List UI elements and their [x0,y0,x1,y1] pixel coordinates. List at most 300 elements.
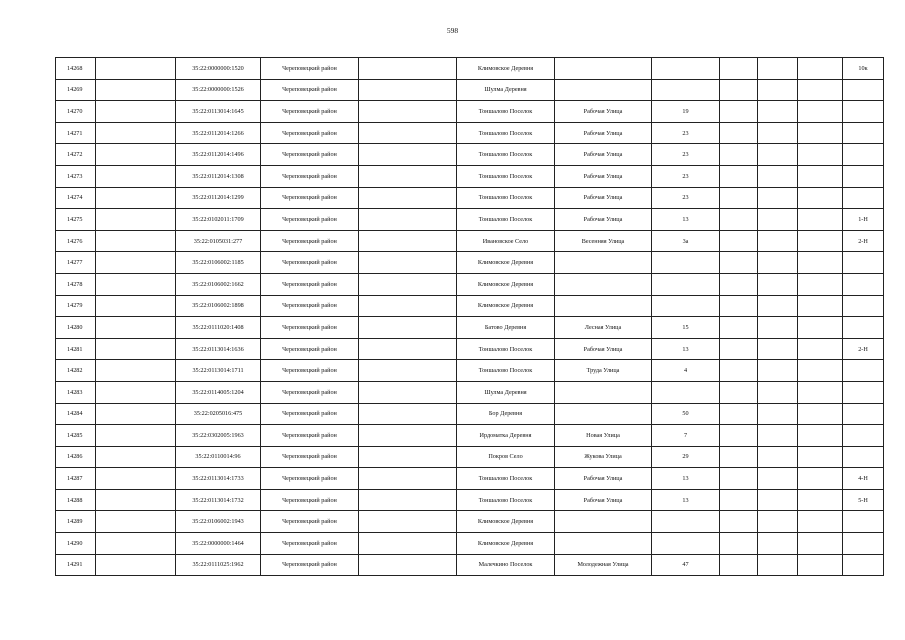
district-cell: Череповецкий район [261,79,359,101]
empty-cell [798,273,843,295]
empty-cell [720,468,758,490]
cadastral-number-cell: 35:22:0205016:475 [176,403,261,425]
empty-cell [798,533,843,555]
house-number-cell: 47 [652,554,720,576]
table-row [56,58,884,80]
empty-cell [96,101,176,123]
house-number-cell: 3а [652,230,720,252]
empty-cell [758,381,798,403]
row-number-cell: 14288 [56,489,96,511]
street-cell: Рабочая Улица [555,101,652,123]
empty-cell [359,209,457,231]
house-number-cell: 23 [652,122,720,144]
house-number-cell [652,79,720,101]
empty-cell [720,338,758,360]
district-cell: Череповецкий район [261,209,359,231]
empty-cell [798,58,843,80]
street-cell [555,511,652,533]
table-row [56,403,884,425]
empty-cell [758,209,798,231]
empty-cell [96,209,176,231]
empty-cell [359,79,457,101]
empty-cell [720,122,758,144]
empty-cell [359,295,457,317]
cadastral-number-cell: 35:22:0113014:1645 [176,101,261,123]
row-number-cell: 14281 [56,338,96,360]
empty-cell [758,230,798,252]
cadastral-number-cell: 35:22:0000000:1526 [176,79,261,101]
cadastral-number-cell: 35:22:0106002:1943 [176,511,261,533]
empty-cell [798,381,843,403]
house-number-cell [652,511,720,533]
page-number: 598 [446,26,459,35]
table-row [56,187,884,209]
premises-cell [843,403,884,425]
row-number-cell: 14286 [56,446,96,468]
empty-cell [96,252,176,274]
row-number-cell: 14275 [56,209,96,231]
row-number-cell: 14278 [56,273,96,295]
table-row [56,79,884,101]
row-number-cell: 14273 [56,165,96,187]
district-cell: Череповецкий район [261,58,359,80]
empty-cell [720,165,758,187]
row-number-cell: 14276 [56,230,96,252]
empty-cell [720,144,758,166]
empty-cell [359,403,457,425]
empty-cell [758,403,798,425]
table-row [56,511,884,533]
premises-cell: 1-Н [843,209,884,231]
empty-cell [96,79,176,101]
street-cell: Рабочая Улица [555,209,652,231]
premises-cell [843,252,884,274]
premises-cell [843,446,884,468]
premises-cell: 2-Н [843,338,884,360]
empty-cell [758,425,798,447]
empty-cell [96,165,176,187]
empty-cell [758,144,798,166]
empty-cell [798,252,843,274]
row-number-cell: 14279 [56,295,96,317]
row-number-cell: 14291 [56,554,96,576]
empty-cell [720,360,758,382]
empty-cell [96,403,176,425]
row-number-cell: 14287 [56,468,96,490]
house-number-cell: 15 [652,317,720,339]
district-cell: Череповецкий район [261,489,359,511]
settlement-cell: Тоншалово Поселок [457,122,555,144]
empty-cell [359,468,457,490]
empty-cell [359,489,457,511]
cadastral-number-cell: 35:22:0113014:1732 [176,489,261,511]
settlement-cell: Тоншалово Поселок [457,209,555,231]
district-cell: Череповецкий район [261,381,359,403]
house-number-cell: 13 [652,468,720,490]
empty-cell [359,101,457,123]
district-cell: Череповецкий район [261,338,359,360]
house-number-cell [652,295,720,317]
row-number-cell: 14282 [56,360,96,382]
empty-cell [96,381,176,403]
empty-cell [798,360,843,382]
empty-cell [720,101,758,123]
cadastral-number-cell: 35:22:0102011:1709 [176,209,261,231]
settlement-cell: Шулма Деревня [457,381,555,403]
district-cell: Череповецкий район [261,425,359,447]
house-number-cell: 13 [652,489,720,511]
street-cell: Лесная Улица [555,317,652,339]
premises-cell: 5-Н [843,489,884,511]
empty-cell [96,122,176,144]
empty-cell [758,252,798,274]
table-row [56,360,884,382]
street-cell: Рабочая Улица [555,187,652,209]
table-row [56,381,884,403]
district-cell: Череповецкий район [261,165,359,187]
settlement-cell: Шулма Деревня [457,79,555,101]
row-number-cell: 14280 [56,317,96,339]
empty-cell [96,144,176,166]
cadastral-number-cell: 35:22:0000000:1520 [176,58,261,80]
table-row [56,165,884,187]
row-number-cell: 14277 [56,252,96,274]
empty-cell [96,511,176,533]
row-number-cell: 14284 [56,403,96,425]
row-number-cell: 14290 [56,533,96,555]
cadastral-number-cell: 35:22:0110014:96 [176,446,261,468]
settlement-cell: Климовское Деревня [457,533,555,555]
empty-cell [359,360,457,382]
empty-cell [96,317,176,339]
settlement-cell: Ивановское Село [457,230,555,252]
empty-cell [758,79,798,101]
empty-cell [720,187,758,209]
empty-cell [96,187,176,209]
empty-cell [758,468,798,490]
empty-cell [798,209,843,231]
premises-cell [843,381,884,403]
settlement-cell: Батово Деревня [457,317,555,339]
settlement-cell: Тоншалово Поселок [457,360,555,382]
row-number-cell: 14272 [56,144,96,166]
cadastral-number-cell: 35:22:0113014:1711 [176,360,261,382]
table-row [56,533,884,555]
premises-cell: 2-Н [843,230,884,252]
empty-cell [798,338,843,360]
street-cell [555,58,652,80]
house-number-cell: 23 [652,187,720,209]
house-number-cell [652,252,720,274]
empty-cell [720,317,758,339]
district-cell: Череповецкий район [261,554,359,576]
settlement-cell: Тоншалово Поселок [457,101,555,123]
table-row [56,554,884,576]
empty-cell [96,446,176,468]
street-cell [555,533,652,555]
premises-cell [843,165,884,187]
cadastral-number-cell: 35:22:0111025:1962 [176,554,261,576]
district-cell: Череповецкий район [261,446,359,468]
cadastral-number-cell: 35:22:0113014:1733 [176,468,261,490]
empty-cell [798,101,843,123]
street-cell [555,295,652,317]
empty-cell [758,58,798,80]
empty-cell [758,554,798,576]
premises-cell [843,273,884,295]
premises-cell [843,511,884,533]
street-cell [555,381,652,403]
empty-cell [96,230,176,252]
empty-cell [359,511,457,533]
row-number-cell: 14283 [56,381,96,403]
row-number-cell: 14285 [56,425,96,447]
district-cell: Череповецкий район [261,295,359,317]
district-cell: Череповецкий район [261,468,359,490]
table-row [56,425,884,447]
empty-cell [96,295,176,317]
cadastral-number-cell: 35:22:0106002:1898 [176,295,261,317]
empty-cell [798,468,843,490]
street-cell: Труда Улица [555,360,652,382]
house-number-cell: 23 [652,144,720,166]
row-number-cell: 14270 [56,101,96,123]
settlement-cell: Климовское Деревня [457,273,555,295]
house-number-cell [652,533,720,555]
street-cell: Весенняя Улица [555,230,652,252]
cadastral-number-cell: 35:22:0111020:1408 [176,317,261,339]
cadastral-number-cell: 35:22:0114005:1204 [176,381,261,403]
empty-cell [798,187,843,209]
settlement-cell: Малечкино Поселок [457,554,555,576]
house-number-cell: 4 [652,360,720,382]
empty-cell [798,317,843,339]
registry-rows [56,58,884,576]
row-number-cell: 14271 [56,122,96,144]
row-number-cell: 14268 [56,58,96,80]
premises-cell [843,101,884,123]
empty-cell [96,425,176,447]
house-number-cell [652,273,720,295]
table-row [56,101,884,123]
premises-cell [843,295,884,317]
street-cell: Новая Улица [555,425,652,447]
district-cell: Череповецкий район [261,403,359,425]
empty-cell [798,554,843,576]
empty-cell [798,230,843,252]
empty-cell [720,446,758,468]
empty-cell [720,554,758,576]
settlement-cell: Тоншалово Поселок [457,338,555,360]
premises-cell [843,144,884,166]
table-row [56,252,884,274]
empty-cell [758,295,798,317]
premises-cell [843,122,884,144]
empty-cell [96,360,176,382]
premises-cell [843,317,884,339]
premises-cell [843,425,884,447]
table-row [56,273,884,295]
district-cell: Череповецкий район [261,101,359,123]
table-row [56,489,884,511]
street-cell: Жукова Улица [555,446,652,468]
empty-cell [798,144,843,166]
empty-cell [720,230,758,252]
settlement-cell: Ирдоматка Деревня [457,425,555,447]
empty-cell [720,79,758,101]
premises-cell: 4-Н [843,468,884,490]
empty-cell [758,360,798,382]
empty-cell [359,165,457,187]
table-row [56,230,884,252]
house-number-cell: 13 [652,338,720,360]
street-cell: Рабочая Улица [555,165,652,187]
street-cell [555,403,652,425]
empty-cell [96,58,176,80]
settlement-cell: Климовское Деревня [457,511,555,533]
cadastral-number-cell: 35:22:0302005:1963 [176,425,261,447]
empty-cell [720,58,758,80]
table-row [56,446,884,468]
settlement-cell: Тоншалово Поселок [457,144,555,166]
district-cell: Череповецкий район [261,511,359,533]
empty-cell [758,446,798,468]
empty-cell [720,489,758,511]
empty-cell [798,446,843,468]
empty-cell [359,58,457,80]
district-cell: Череповецкий район [261,230,359,252]
house-number-cell [652,381,720,403]
district-cell: Череповецкий район [261,144,359,166]
settlement-cell: Климовское Деревня [457,252,555,274]
empty-cell [758,187,798,209]
table-row [56,295,884,317]
settlement-cell: Климовское Деревня [457,58,555,80]
empty-cell [798,489,843,511]
table-row [56,122,884,144]
settlement-cell: Климовское Деревня [457,295,555,317]
premises-cell [843,554,884,576]
street-cell: Рабочая Улица [555,144,652,166]
empty-cell [758,338,798,360]
district-cell: Череповецкий район [261,187,359,209]
cadastral-number-cell: 35:22:0112014:1496 [176,144,261,166]
empty-cell [798,165,843,187]
street-cell: Рабочая Улица [555,489,652,511]
empty-cell [96,338,176,360]
empty-cell [798,122,843,144]
house-number-cell: 13 [652,209,720,231]
empty-cell [359,252,457,274]
table-row [56,144,884,166]
table-row [56,338,884,360]
cadastral-number-cell: 35:22:0113014:1636 [176,338,261,360]
street-cell: Рабочая Улица [555,122,652,144]
cadastral-number-cell: 35:22:0106002:1185 [176,252,261,274]
house-number-cell: 19 [652,101,720,123]
empty-cell [96,273,176,295]
empty-cell [96,533,176,555]
empty-cell [720,273,758,295]
empty-cell [359,317,457,339]
empty-cell [758,165,798,187]
empty-cell [359,446,457,468]
table-row [56,317,884,339]
district-cell: Череповецкий район [261,317,359,339]
empty-cell [359,144,457,166]
house-number-cell: 23 [652,165,720,187]
district-cell: Череповецкий район [261,360,359,382]
empty-cell [720,381,758,403]
settlement-cell: Бор Деревня [457,403,555,425]
empty-cell [359,425,457,447]
premises-cell [843,533,884,555]
district-cell: Череповецкий район [261,273,359,295]
row-number-cell: 14289 [56,511,96,533]
empty-cell [758,317,798,339]
cadastral-number-cell: 35:22:0000000:1464 [176,533,261,555]
premises-cell [843,360,884,382]
settlement-cell: Покров Село [457,446,555,468]
empty-cell [359,122,457,144]
empty-cell [359,381,457,403]
cadastral-number-cell: 35:22:0112014:1299 [176,187,261,209]
empty-cell [720,533,758,555]
empty-cell [96,468,176,490]
empty-cell [359,533,457,555]
empty-cell [758,511,798,533]
empty-cell [758,101,798,123]
cadastral-number-cell: 35:22:0106002:1662 [176,273,261,295]
house-number-cell: 50 [652,403,720,425]
empty-cell [798,511,843,533]
empty-cell [798,295,843,317]
empty-cell [758,273,798,295]
empty-cell [359,554,457,576]
settlement-cell: Тоншалово Поселок [457,187,555,209]
empty-cell [798,425,843,447]
street-cell [555,79,652,101]
premises-cell: 10к [843,58,884,80]
empty-cell [798,403,843,425]
district-cell: Череповецкий район [261,122,359,144]
district-cell: Череповецкий район [261,533,359,555]
settlement-cell: Тоншалово Поселок [457,489,555,511]
house-number-cell: 7 [652,425,720,447]
house-number-cell [652,58,720,80]
empty-cell [96,554,176,576]
empty-cell [720,209,758,231]
table-row [56,468,884,490]
empty-cell [720,295,758,317]
row-number-cell: 14274 [56,187,96,209]
district-cell: Череповецкий район [261,252,359,274]
empty-cell [359,338,457,360]
empty-cell [758,489,798,511]
empty-cell [720,511,758,533]
table-row [56,209,884,231]
cadastral-number-cell: 35:22:0112014:1266 [176,122,261,144]
street-cell: Рабочая Улица [555,338,652,360]
premises-cell [843,79,884,101]
street-cell [555,273,652,295]
settlement-cell: Тоншалово Поселок [457,165,555,187]
empty-cell [96,489,176,511]
empty-cell [720,252,758,274]
empty-cell [359,187,457,209]
empty-cell [359,273,457,295]
registry-table [55,57,884,576]
